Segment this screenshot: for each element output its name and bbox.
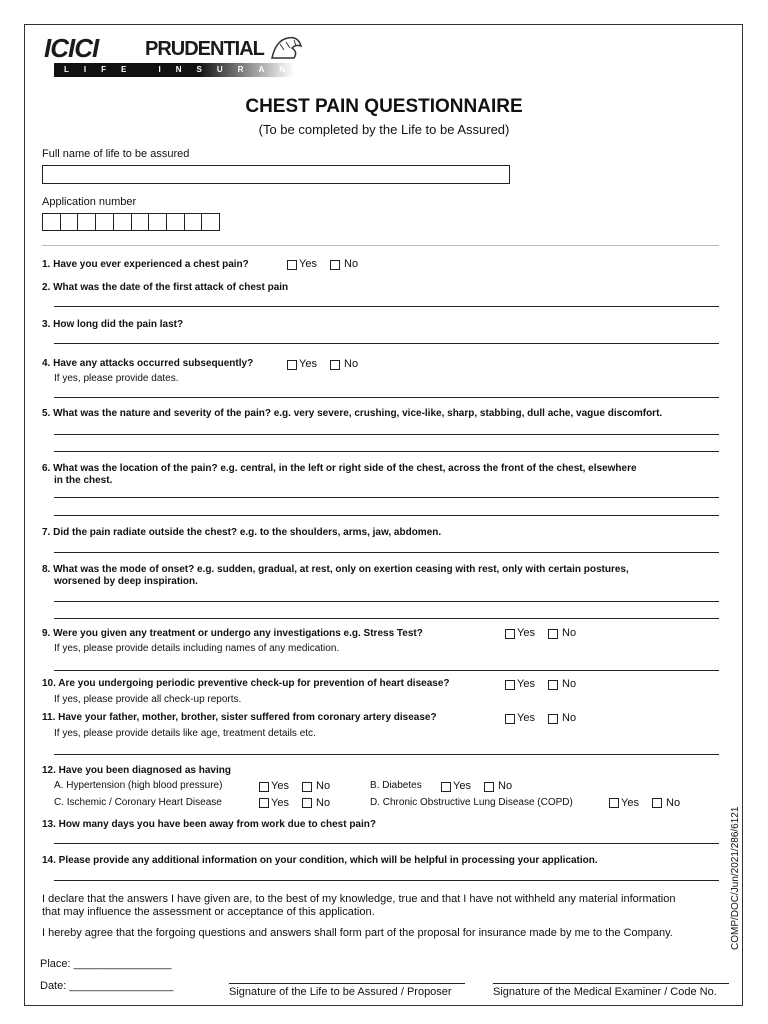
question-9: 9. Were you given any treatment or undergo any investigations e.g. Stress Test? [42,628,423,639]
place-field[interactable]: Place: ________________ [40,958,172,970]
q1-yes-checkbox[interactable] [287,260,297,270]
q10-yes-label: Yes [517,678,535,690]
q9-no-label: No [562,627,577,639]
answer-line[interactable] [54,754,719,755]
answer-line[interactable] [54,618,719,619]
q9-yes-label: Yes [517,627,535,639]
answer-line[interactable] [54,670,719,671]
q12-option-c: C. Ischemic / Coronary Heart Disease [54,797,222,808]
q12-option-d: D. Chronic Obstructive Lung Disease (COPD) [370,797,573,808]
q12d-no-label: No [666,797,681,809]
answer-line[interactable] [54,497,719,498]
question-8: 8. What was the mode of onset? e.g. sudden, gradual, at rest, only on exertion ceasing with rest, only with certain postures, [42,564,629,575]
divider [42,245,719,246]
declaration-line-1: I declare that the answers I have given are, to the best of my knowledge, true and that I have not withheld any material information [42,893,676,905]
question-8-cont: worsened by deep inspiration. [54,576,198,587]
app-number-label: Application number [42,196,137,208]
question-10: 10. Are you undergoing periodic preventive check-up for prevention of heart disease? [42,678,450,689]
answer-line[interactable] [54,451,719,452]
q12c-no-checkbox[interactable] [302,798,312,808]
question-9-note: If yes, please provide details including names of any medication. [54,643,340,654]
q12d-yes-checkbox[interactable] [609,798,619,808]
q11-no-label: No [562,712,577,724]
question-4-note: If yes, please provide dates. [54,373,179,384]
q11-no-checkbox[interactable] [548,714,558,724]
q12a-yes-label: Yes [271,780,289,792]
lion-logo-icon [268,32,304,62]
app-number-field[interactable] [42,213,220,231]
question-6: 6. What was the location of the pain? e.g. central, in the left or right side of the chest, across the front of the chest, elsewhere [42,463,637,474]
page-title: CHEST PAIN QUESTIONNAIRE [245,96,523,117]
q11-yes-label: Yes [517,712,535,724]
q10-yes-checkbox[interactable] [505,680,515,690]
q12c-yes-label: Yes [271,797,289,809]
question-14: 14. Please provide any additional information on your condition, which will be helpful in processing your application. [42,855,598,866]
question-2: 2. What was the date of the first attack of chest pain [42,282,289,293]
q4-no-checkbox[interactable] [330,360,340,370]
question-11-note: If yes, please provide details like age, treatment details etc. [54,728,316,739]
question-6-cont: in the chest. [54,475,113,486]
answer-line[interactable] [54,397,719,398]
signature-assured-label: Signature of the Life to be Assured / Proposer [229,986,452,998]
question-11: 11. Have your father, mother, brother, sister suffered from coronary artery disease? [42,712,437,723]
signature-line-examiner[interactable] [493,983,729,984]
q12d-yes-label: Yes [621,797,639,809]
q1-no-checkbox[interactable] [330,260,340,270]
q12c-no-label: No [316,797,331,809]
logo-brand-prudential: PRUDENTIAL [145,38,264,60]
full-name-field[interactable] [42,165,510,184]
q12a-yes-checkbox[interactable] [259,782,269,792]
q12c-yes-checkbox[interactable] [259,798,269,808]
question-4: 4. Have any attacks occurred subsequently? [42,358,254,369]
q12b-yes-checkbox[interactable] [441,782,451,792]
q12-option-b: B. Diabetes [370,780,422,791]
q12b-no-checkbox[interactable] [484,782,494,792]
q4-yes-checkbox[interactable] [287,360,297,370]
answer-line[interactable] [54,601,719,602]
q1-no-label: No [344,258,359,270]
date-field[interactable]: Date: _________________ [40,980,174,992]
answer-line[interactable] [54,343,719,344]
q4-no-label: No [344,358,359,370]
q9-no-checkbox[interactable] [548,629,558,639]
q12b-no-label: No [498,780,513,792]
full-name-label: Full name of life to be assured [42,148,190,160]
question-5: 5. What was the nature and severity of the pain? e.g. very severe, crushing, vice-like, sharp, stabbing, dull ache, vague discomfort. [42,408,663,419]
question-7: 7. Did the pain radiate outside the chest? e.g. to the shoulders, arms, jaw, abdomen. [42,527,442,538]
q9-yes-checkbox[interactable] [505,629,515,639]
q12b-yes-label: Yes [453,780,471,792]
question-3: 3. How long did the pain last? [42,319,184,330]
answer-line[interactable] [54,880,719,881]
q4-yes-label: Yes [299,358,317,370]
answer-line[interactable] [54,552,719,553]
answer-line[interactable] [54,515,719,516]
agreement-text: I hereby agree that the forgoing questions and answers shall form part of the proposal for insurance made by me to the Company. [42,927,673,939]
signature-examiner-label: Signature of the Medical Examiner / Code No. [493,986,717,998]
signature-line-assured[interactable] [229,983,465,984]
q10-no-label: No [562,678,577,690]
page-subtitle: (To be completed by the Life to be Assured) [258,122,510,137]
answer-line[interactable] [54,843,719,844]
q1-yes-label: Yes [299,258,317,270]
answer-line[interactable] [54,434,719,435]
answer-line[interactable] [54,306,719,307]
declaration-line-2: that may influence the assessment or acceptance of this application. [42,906,375,918]
question-1: 1. Have you ever experienced a chest pain? [42,259,249,270]
q11-yes-checkbox[interactable] [505,714,515,724]
question-10-note: If yes, please provide all check-up reports. [54,694,242,705]
q12a-no-checkbox[interactable] [302,782,312,792]
q12d-no-checkbox[interactable] [652,798,662,808]
q10-no-checkbox[interactable] [548,680,558,690]
q12a-no-label: No [316,780,331,792]
logo-brand-icici: ICICI [44,33,99,63]
q12-option-a: A. Hypertension (high blood pressure) [54,780,223,791]
document-code: COMP/DOC/Jun/2021/286/6121 [730,806,741,950]
question-12: 12. Have you been diagnosed as having [42,765,231,776]
question-13: 13. How many days you have been away from work due to chest pain? [42,819,376,830]
logo-tagline: LIFE INSURANCE [64,65,342,74]
